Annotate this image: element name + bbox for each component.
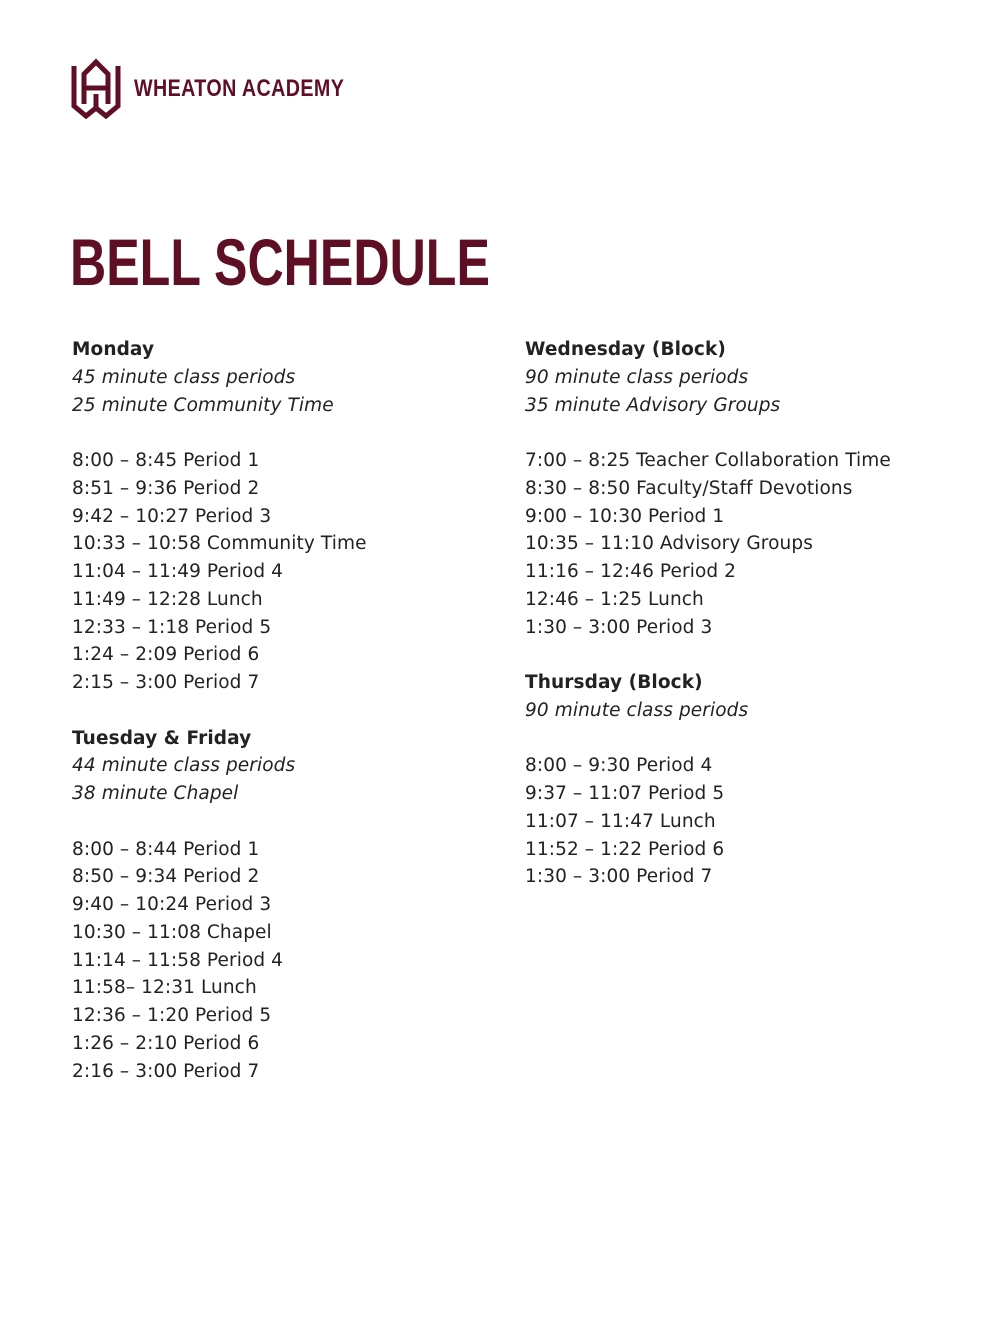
schedule-entry: 11:07 – 11:47 Lunch [525,810,716,832]
day-title: Wednesday (Block) [525,339,726,360]
page-title: BELL SCHEDULE [70,225,490,299]
schedule-note: 25 minute Community Time [72,394,334,416]
schedule-tuesday-friday [72,725,492,1086]
school-logo [70,58,390,120]
schedule-monday [72,336,492,697]
school-name: WHEATON ACADEMY [134,75,345,102]
schedule-entry: 8:51 – 9:36 Period 2 [72,477,260,499]
day-title: Tuesday & Friday [72,727,252,749]
schedule-note: 38 minute Chapel [72,783,239,804]
schedule-entry: 8:00 – 8:45 Period 1 [72,450,260,471]
schedule-entry: 11:49 – 12:28 Lunch [72,588,263,610]
schedule-entry: 1:30 – 3:00 Period 3 [525,616,713,638]
day-title: Monday [72,339,155,360]
schedule-entry: 8:30 – 8:50 Faculty/Staff Devotions [525,477,853,499]
wheaton-academy-logo-icon [70,58,122,120]
schedule-entry: 11:16 – 12:46 Period 2 [525,561,737,582]
schedule-entry: 11:58– 12:31 Lunch [72,977,257,999]
schedule-entry: 2:15 – 3:00 Period 7 [72,672,260,693]
schedule-wednesday [525,336,965,641]
schedule-entry: 12:33 – 1:18 Period 5 [72,616,272,638]
schedule-note: 35 minute Advisory Groups [525,394,781,416]
schedule-entry: 7:00 – 8:25 Teacher Collaboration Time [525,450,891,471]
schedule-entry: 9:42 – 10:27 Period 3 [72,505,272,527]
schedule-note: 90 minute class periods [525,366,749,388]
schedule-entry: 10:33 – 10:58 Community Time [72,533,367,555]
schedule-entry: 8:50 – 9:34 Period 2 [72,866,260,888]
schedule-entry: 1:24 – 2:09 Period 6 [72,644,260,666]
schedule-entry: 8:00 – 8:44 Period 1 [72,838,260,860]
schedule-entry: 9:40 – 10:24 Period 3 [72,894,272,915]
schedule-entry: 11:14 – 11:58 Period 4 [72,949,284,971]
schedule-entry: 1:26 – 2:10 Period 6 [72,1032,260,1054]
schedule-entry: 9:37 – 11:07 Period 5 [525,783,725,804]
schedule-entry: 10:30 – 11:08 Chapel [72,921,272,943]
day-title: Thursday (Block) [525,672,703,693]
schedule-entry: 8:00 – 9:30 Period 4 [525,755,713,777]
schedule-entry: 1:30 – 3:00 Period 7 [525,866,713,888]
schedule-column-right [525,336,965,891]
schedule-entry: 9:00 – 10:30 Period 1 [525,505,725,527]
schedule-entry: 10:35 – 11:10 Advisory Groups [525,533,813,555]
schedule-note: 44 minute class periods [72,755,296,777]
schedule-thursday [525,669,965,891]
schedule-entry: 11:52 – 1:22 Period 6 [525,838,725,860]
schedule-entry: 11:04 – 11:49 Period 4 [72,561,284,582]
schedule-note: 90 minute class periods [525,699,749,721]
schedule-column-left [72,336,492,1085]
schedule-entry: 2:16 – 3:00 Period 7 [72,1060,260,1082]
schedule-note: 45 minute class periods [72,366,296,388]
schedule-entry: 12:36 – 1:20 Period 5 [72,1005,272,1026]
schedule-entry: 12:46 – 1:25 Lunch [525,588,704,610]
